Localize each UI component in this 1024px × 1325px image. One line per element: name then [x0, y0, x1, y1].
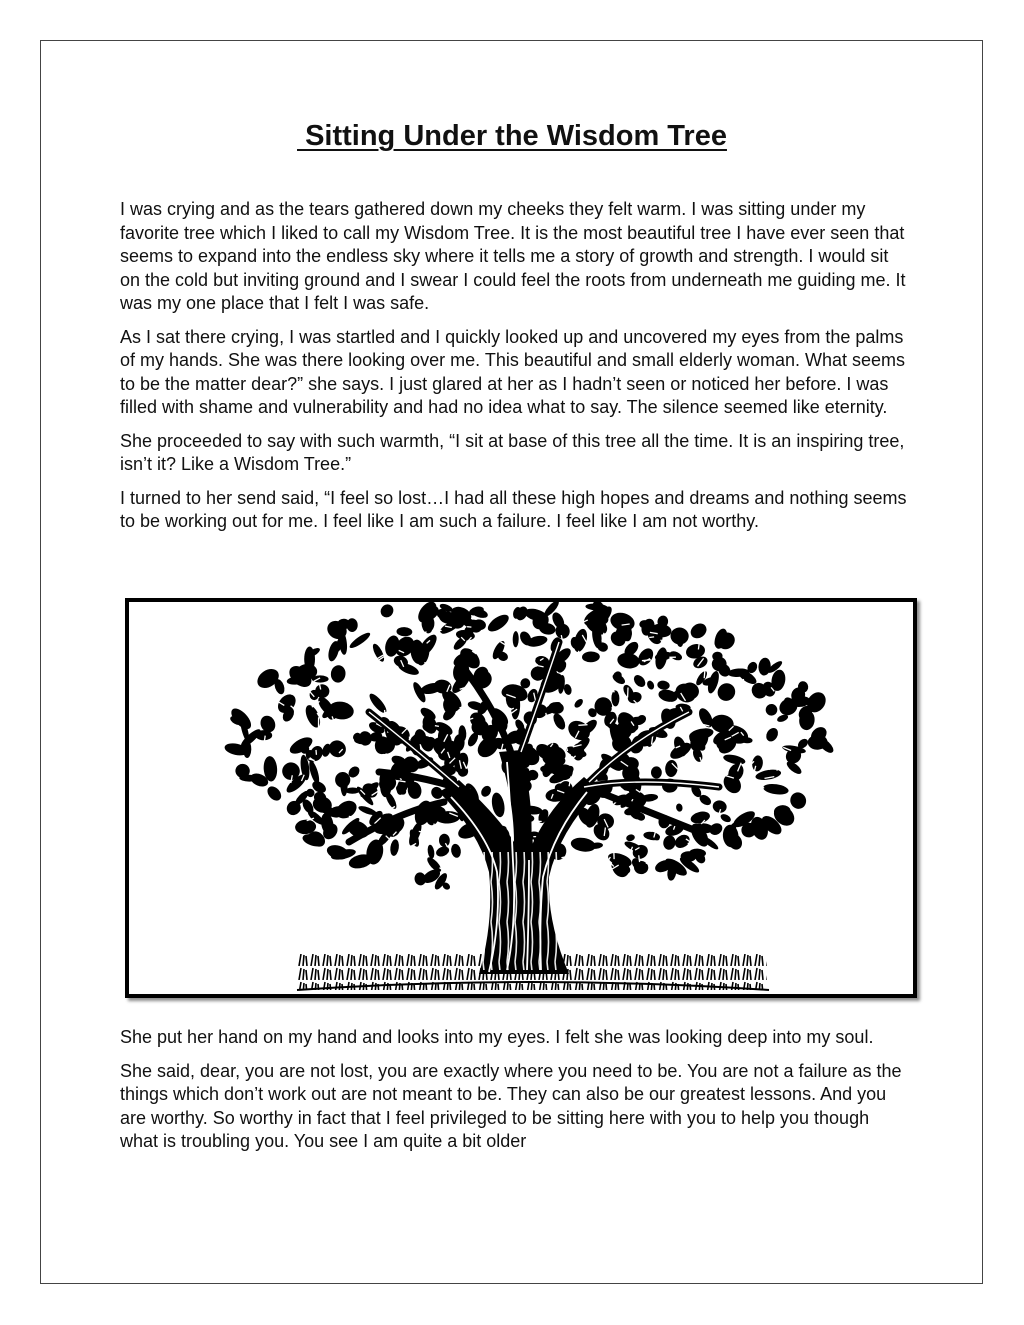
leaf-highlight: [577, 828, 582, 830]
leaf-highlight: [709, 772, 716, 775]
text-block-bottom: [120, 1026, 910, 1164]
leaf-highlight: [742, 789, 743, 793]
leaf-highlight: [588, 631, 590, 636]
leaf-highlight: [357, 710, 366, 713]
leaf-highlight: [439, 650, 448, 651]
leaf-highlight: [459, 859, 465, 863]
leaf-cluster: [657, 680, 671, 691]
leaf-cluster: [439, 834, 450, 848]
leaf-highlight: [339, 731, 342, 739]
leaf-highlight: [525, 663, 533, 668]
leaf-highlight: [640, 689, 644, 691]
paragraph: She put her hand on my hand and looks into my eyes. I felt she was looking deep into my soul.: [120, 1027, 874, 1047]
leaf-highlight: [312, 701, 320, 707]
leaf-highlight: [704, 668, 705, 678]
leaf-cluster: [325, 737, 349, 761]
leaf-highlight: [783, 728, 792, 729]
paragraph: I turned to her send said, “I feel so lost…I had all these high hopes and dreams and nothing seems to be working out for me. I feel like I am such a failure. I feel like I am not worthy.: [120, 487, 907, 531]
leaf-highlight: [387, 694, 392, 697]
leaf-cluster: [265, 784, 284, 804]
leaf-highlight: [606, 857, 610, 864]
leaf-highlight: [758, 717, 763, 725]
leaf-highlight: [564, 609, 565, 615]
leaf-cluster: [611, 690, 619, 706]
leaf-cluster: [662, 834, 677, 850]
leaf-cluster: [330, 664, 347, 683]
leaf-highlight: [569, 756, 576, 763]
leaf-highlight: [358, 799, 359, 805]
leaf-cluster: [413, 871, 427, 886]
leaf-highlight: [611, 688, 614, 692]
leaf-cluster: [551, 712, 568, 732]
leaf-highlight: [576, 708, 584, 714]
leaf-highlight: [733, 700, 737, 703]
leaf-highlight: [438, 660, 443, 663]
leaf-highlight: [747, 756, 748, 763]
leaf-highlight: [356, 660, 364, 664]
text-block-top: [120, 198, 910, 544]
leaf-highlight: [384, 681, 385, 690]
leaf-cluster: [765, 703, 778, 716]
leaf-highlight: [784, 783, 788, 785]
leaf-highlight: [445, 828, 448, 833]
leaf-highlight: [667, 640, 668, 648]
leaf-highlight: [612, 708, 616, 710]
document-title: Sitting Under the Wisdom Tree: [297, 120, 727, 152]
leaf-highlight: [640, 756, 647, 758]
leaf-highlight: [649, 637, 654, 638]
leaf-highlight: [648, 759, 653, 766]
leaf-highlight: [425, 662, 426, 667]
leaf-cluster: [450, 616, 464, 629]
leaf-highlight: [597, 751, 602, 755]
leaf-cluster: [758, 657, 772, 676]
leaf-highlight: [546, 713, 547, 717]
leaf-highlight: [578, 725, 587, 726]
leaf-cluster: [625, 833, 635, 842]
leaf-highlight: [435, 726, 439, 727]
leaf-highlight: [729, 806, 731, 816]
leaf-cluster: [479, 784, 493, 798]
leaf-highlight: [363, 702, 364, 706]
leaf-highlight: [494, 686, 498, 695]
leaf-cluster: [646, 680, 656, 691]
leaf-cluster: [389, 839, 400, 857]
leaf-highlight: [402, 701, 410, 703]
leaf-highlight: [639, 855, 640, 862]
leaf-cluster: [371, 642, 387, 663]
leaf-highlight: [670, 702, 671, 707]
leaf-highlight: [680, 817, 687, 819]
leaf-highlight: [488, 655, 491, 660]
leaf-cluster: [335, 772, 351, 788]
tree-illustration-svg: [129, 602, 913, 994]
leaf-cluster: [450, 843, 462, 858]
leaf-cluster: [719, 812, 732, 823]
leaf-highlight: [496, 759, 497, 765]
leaf-cluster: [657, 688, 679, 704]
leaf-cluster: [396, 627, 412, 637]
leaf-cluster: [378, 602, 396, 620]
leaf-highlight: [588, 686, 595, 688]
leaf-cluster: [513, 631, 519, 647]
leaf-highlight: [756, 788, 764, 790]
leaf-cluster: [570, 836, 597, 853]
leaf-highlight: [495, 663, 501, 670]
paragraph: She proceeded to say with such warmth, “I sit at base of this tree all the time. It is an inspiring tree, isn’t it? Like a Wisdom Tree.”: [120, 430, 905, 474]
leaf-highlight: [688, 843, 692, 847]
leaf-highlight: [594, 855, 598, 861]
leaf-highlight: [351, 675, 359, 678]
leaf-highlight: [565, 735, 568, 741]
leaf-cluster: [751, 755, 763, 772]
leaf-cluster: [632, 673, 648, 689]
leaf-highlight: [488, 642, 495, 644]
leaf-highlight: [657, 840, 662, 848]
leaf-highlight: [509, 671, 518, 674]
leaf-cluster: [485, 611, 511, 634]
leaf-cluster: [348, 630, 372, 650]
leaf-highlight: [473, 868, 478, 870]
paragraph: She said, dear, you are not lost, you are exactly where you need to be. You are not a failure as the things which don’t work out are not meant to be. They can also be our greatest lessons. And you are worthy. So worthy in fact that I feel privileged to be sitting here with you to help you though what is troubling you. You see I am quite a bit older: [120, 1060, 902, 1151]
leaf-cluster: [573, 697, 585, 709]
leaf-cluster: [383, 790, 398, 810]
leaf-highlight: [287, 687, 292, 695]
leaf-highlight: [769, 766, 772, 770]
leaf-highlight: [424, 853, 425, 859]
paragraph: As I sat there crying, I was startled and I quickly looked up and uncovered my eyes from the palms of my hands. She was there looking over me. This beautiful and small elderly woman. What seems to be the matter dear?” she says. I just glared at her as I hadn’t seen or noticed her before. I was filled with shame and vulnerability and had no idea what to say. The silence seemed like eternity.: [120, 326, 906, 417]
leaf-cluster: [764, 726, 780, 744]
leaf-highlight: [698, 644, 699, 649]
leaf-cluster: [722, 753, 746, 766]
leaf-highlight: [744, 806, 751, 809]
leaf-highlight: [618, 684, 622, 687]
leaf-highlight: [338, 656, 339, 665]
leaf-cluster: [788, 790, 809, 812]
leaf-highlight: [422, 632, 427, 637]
leaf-cluster: [689, 810, 711, 826]
leaf-highlight: [430, 827, 435, 832]
leaf-highlight: [642, 660, 651, 661]
leaf-cluster: [651, 766, 662, 779]
leaf-highlight: [646, 862, 653, 864]
leaf-highlight: [493, 758, 494, 763]
leaf-cluster: [582, 651, 600, 662]
leaf-highlight: [363, 681, 368, 684]
leaf-cluster: [675, 803, 683, 812]
leaf-highlight: [531, 659, 536, 661]
leaf-highlight: [777, 766, 779, 770]
leaf-cluster: [616, 651, 640, 670]
leaf-highlight: [460, 707, 465, 708]
leaf-highlight: [782, 772, 783, 781]
leaf-highlight: [349, 816, 354, 817]
leaf-highlight: [711, 746, 712, 754]
tree-illustration: [125, 598, 917, 998]
paragraph: I was crying and as the tears gathered down my cheeks they felt warm. I was sitting under my favorite tree which I liked to call my Wisdom Tree. It is the most beautiful tree I have ever seen that seems to expand into the endless sky where it tells me a story of growth and strength. I would sit on the cold but inviting ground and I swear I could feel the roots from underneath me guiding me. It was my one place that I felt I was safe.: [120, 199, 906, 313]
leaf-highlight: [327, 757, 330, 764]
leaf-highlight: [561, 635, 562, 640]
leaf-highlight: [570, 875, 572, 880]
leaf-highlight: [743, 679, 744, 684]
leaf-highlight: [381, 754, 386, 758]
leaf-cluster: [688, 621, 710, 642]
leaf-highlight: [586, 676, 591, 681]
leaf-cluster: [427, 844, 436, 859]
